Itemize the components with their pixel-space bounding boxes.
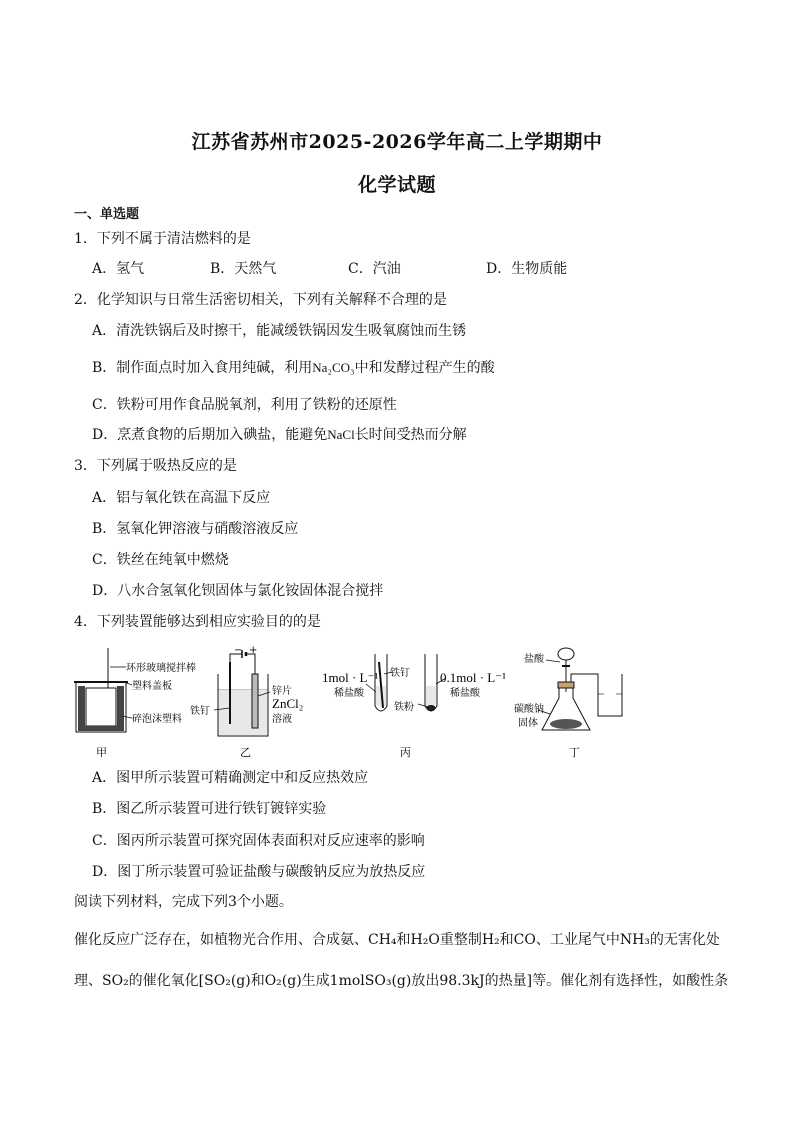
yi-caption: 乙: [240, 746, 251, 759]
q4-option-b: B．图乙所示装置可进行铁钉镀锌实验: [92, 801, 327, 817]
q3-option-d: D．八水合氢氧化钡固体与氯化铵固体混合搅拌: [92, 583, 384, 599]
q2-option-b-pre: B．制作面点时加入食用纯碱，利用: [92, 360, 313, 376]
q2-option-a: A．清洗铁锅后及时擦干，能减缓铁锅因发生吸氧腐蚀而生锈: [92, 323, 467, 339]
bing-conc1: 1mol · L⁻¹: [322, 670, 379, 685]
ding-caption: 丁: [569, 746, 580, 759]
zinc-plate: [252, 674, 258, 728]
q2-option-b-formula: Na₂CO₃: [312, 360, 355, 375]
q2-option-d-formula: NaCl: [327, 427, 355, 442]
apparatus-figure: [66, 644, 706, 762]
q3-option-b: B．氢氧化钾溶液与硝酸溶液反应: [92, 521, 299, 537]
figure-ding: [538, 648, 622, 730]
yi-plus-label: +: [249, 645, 258, 656]
bing-caption: 丙: [400, 746, 411, 759]
page-title: 江苏省苏州市2025-2026学年高二上学期期中: [191, 131, 603, 153]
q2-option-d-pre: D．烹煮食物的后期加入碘盐，能避免: [92, 427, 328, 443]
ding-solid-label-2: 固体: [518, 718, 538, 729]
q4-option-d: D．图丁所示装置可验证盐酸与碳酸钠反应为放热反应: [92, 864, 426, 880]
q1-option-d: D．生物质能: [486, 261, 568, 277]
question-2-stem: 2．化学知识与日常生活密切相关，下列有关解释不合理的是: [74, 292, 447, 308]
material-line-1: 催化反应广泛存在，如植物光合作用、合成氨、CH₄和H₂O重整制H₂和CO、工业尾气中NH₃的无害化处: [74, 932, 720, 948]
q3-option-c: C．铁丝在纯氧中燃烧: [92, 552, 229, 568]
yi-solution-label: 溶液: [272, 714, 292, 725]
reading-instruction: 阅读下列材料，完成下列3个小题。: [74, 894, 293, 910]
bing-conc2: 0.1mol · L⁻¹: [440, 670, 507, 685]
q4-option-c: C．图丙所示装置可探究固体表面积对反应速率的影响: [92, 833, 425, 849]
q3-option-a: A．铝与氧化铁在高温下反应: [92, 490, 271, 506]
material-line-2: 理、SO₂的催化氧化[SO₂(g)和O₂(g)生成1molSO₃(g)放出98.3kJ的热量]等。催化剂有选择性，如酸性条: [74, 973, 729, 989]
bing-acid2: 稀盐酸: [450, 688, 480, 699]
jia-foam-label: 碎泡沫塑料: [132, 714, 182, 725]
figure-yi: [214, 650, 270, 736]
yi-minus-label: −: [234, 645, 243, 656]
inner-beaker: [86, 688, 116, 726]
separatory-funnel: [558, 648, 574, 660]
bing-powder-label: 铁粉: [394, 702, 414, 713]
q1-option-c: C．汽油: [348, 261, 401, 277]
ding-acid-label: 盐酸: [524, 654, 544, 665]
yi-solution-formula: ZnCl₂: [272, 696, 304, 711]
q2-option-d-post: 长时间受热而分解: [354, 427, 467, 443]
ding-solid-label-1: 碳酸钠: [514, 704, 544, 715]
section-heading: 一、单选题: [74, 207, 140, 222]
jia-stirrer-label: 环形玻璃搅拌棒: [126, 663, 196, 674]
jia-caption: 甲: [96, 746, 107, 759]
page-subtitle: 化学试题: [357, 174, 436, 196]
yi-nail-label: 铁钉: [190, 706, 210, 717]
q4-option-a: A．图甲所示装置可精确测定中和反应热效应: [92, 770, 369, 786]
q1-option-b: B．天然气: [210, 261, 277, 277]
question-1-stem: 1．下列不属于清洁燃料的是: [74, 231, 251, 247]
q2-option-c: C．铁粉可用作食品脱氧剂，利用了铁粉的还原性: [92, 397, 397, 413]
bing-nail-label: 铁钉: [390, 668, 410, 679]
figure-jia: [74, 648, 132, 732]
foam-bottom: [78, 726, 124, 731]
q1-option-a: A．氢气: [92, 261, 145, 277]
question-3-stem: 3．下列属于吸热反应的是: [74, 458, 237, 474]
stopper: [558, 682, 574, 688]
q2-option-b: [92, 359, 495, 377]
question-4-stem: 4．下列装置能够达到相应实验目的的是: [74, 614, 321, 630]
yi-zinc-label: 锌片: [272, 686, 292, 697]
jia-lid-label: 塑料盖板: [132, 681, 172, 692]
q2-option-b-post: 中和发酵过程产生的酸: [354, 360, 495, 376]
sodium-carbonate: [550, 719, 582, 729]
bing-acid1: 稀盐酸: [334, 688, 364, 699]
q2-option-d: [92, 426, 467, 444]
iron-powder: [427, 706, 435, 711]
